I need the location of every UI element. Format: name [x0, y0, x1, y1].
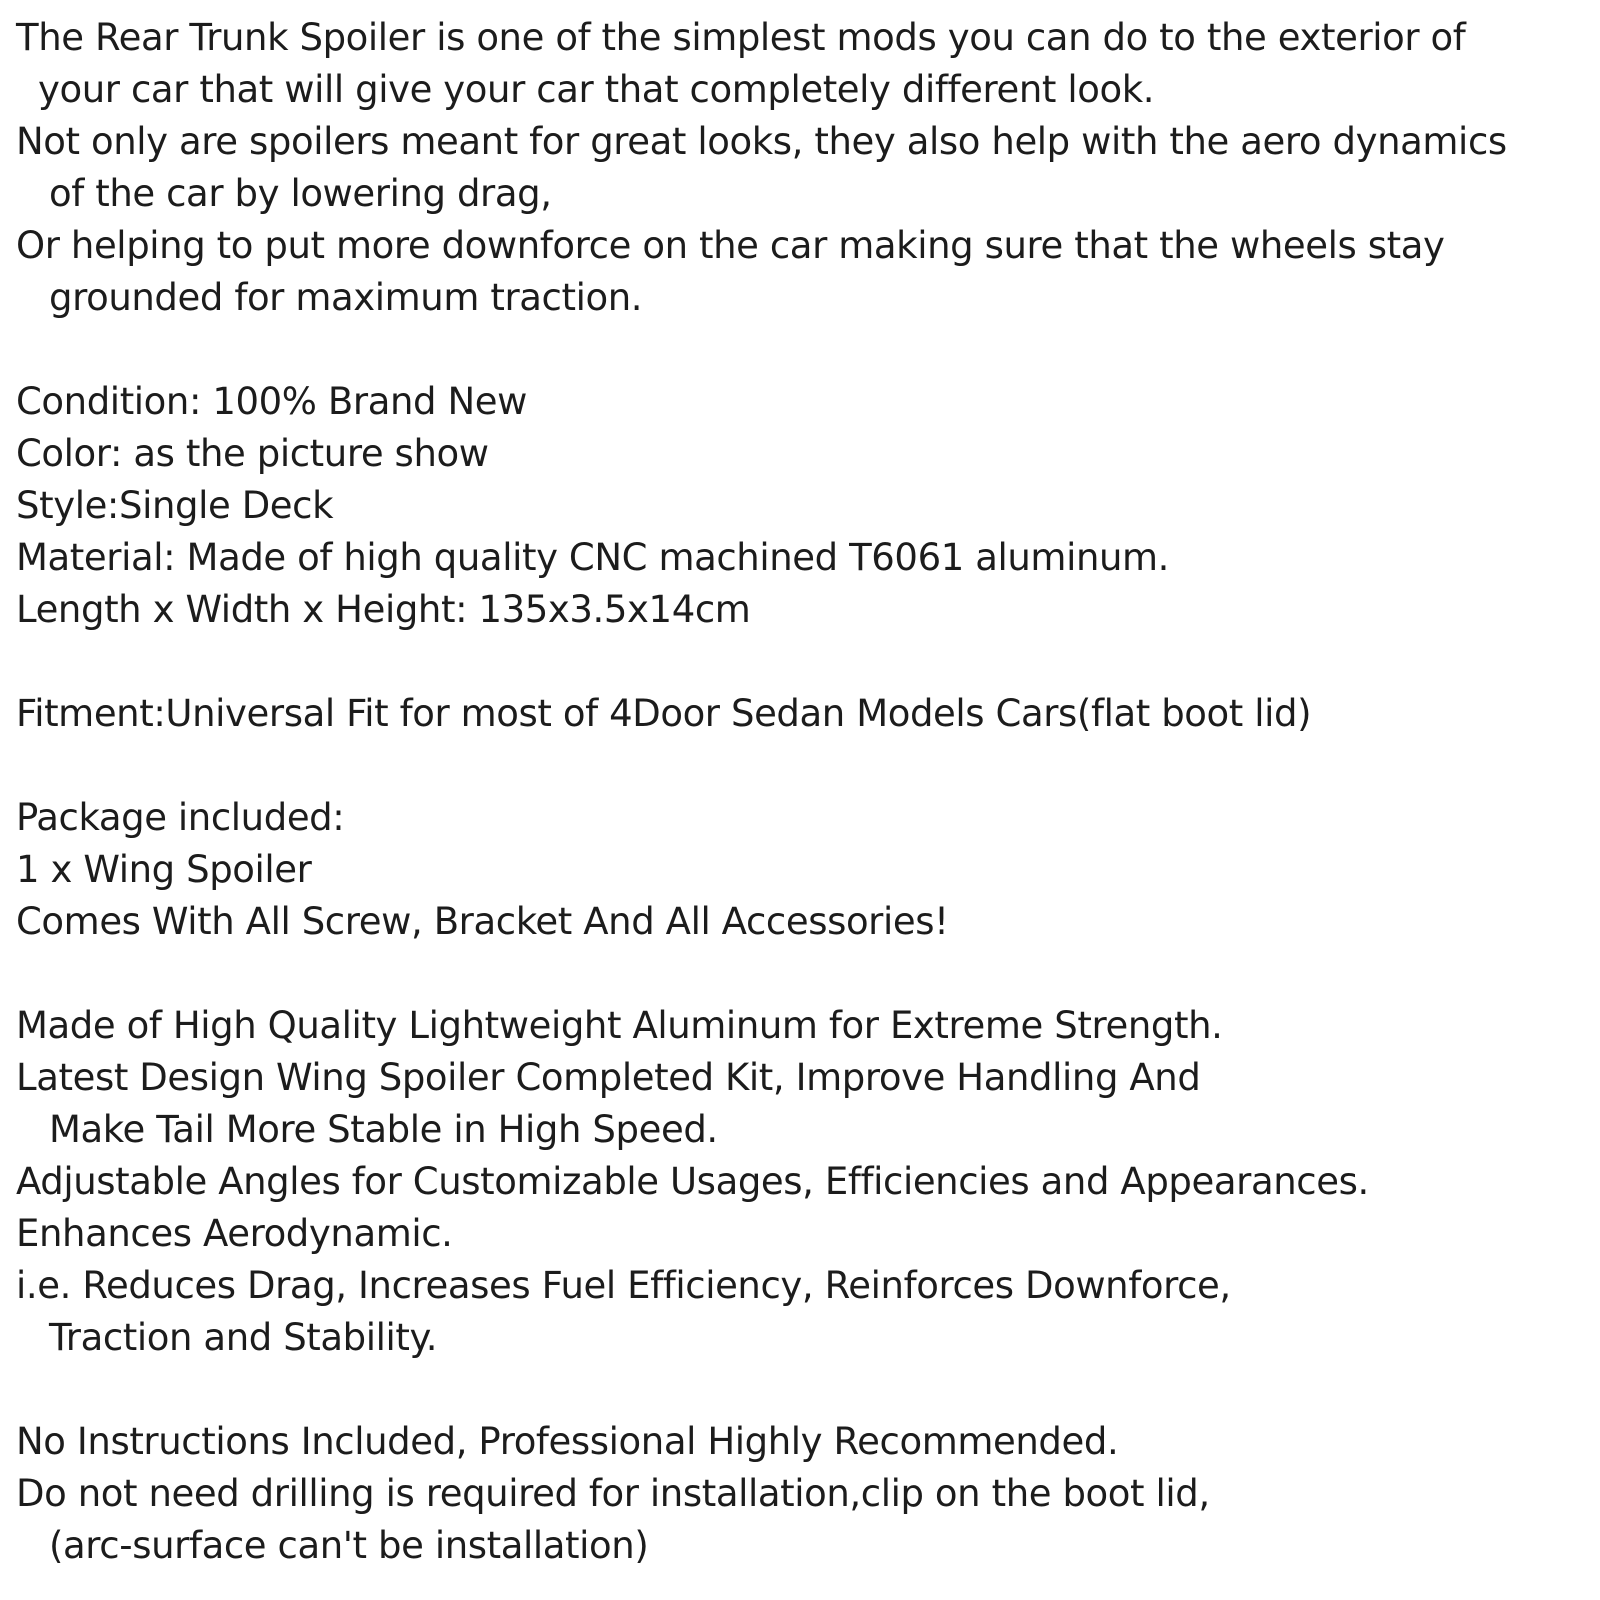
spec-dimensions: Length x Width x Height: 135x3.5x14cm [16, 588, 751, 631]
note-line-3: (arc-surface can't be installation) [49, 1524, 649, 1567]
intro-line-5: Or helping to put more downforce on the car making sure that the wheels stay [16, 224, 1445, 267]
intro-line-2: your car that will give your car that completely different look. [38, 68, 1155, 111]
spec-style: Style:Single Deck [16, 484, 334, 527]
note-line-2: Do not need drilling is required for installation,clip on the boot lid, [16, 1472, 1210, 1515]
fitment-line: Fitment:Universal Fit for most of 4Door Sedan Models Cars(flat boot lid) [16, 692, 1312, 735]
intro-line-1: The Rear Trunk Spoiler is one of the simplest mods you can do to the exterior of [16, 16, 1466, 59]
feature-line-1: Made of High Quality Lightweight Aluminum for Extreme Strength. [16, 1004, 1223, 1047]
package-heading: Package included: [16, 796, 345, 839]
package-item-1: 1 x Wing Spoiler [16, 848, 312, 891]
package-item-2: Comes With All Screw, Bracket And All Accessories! [16, 900, 949, 943]
feature-line-5: Enhances Aerodynamic. [16, 1212, 453, 1255]
intro-line-6: grounded for maximum traction. [49, 276, 643, 319]
spacer [16, 1364, 1586, 1416]
feature-line-4: Adjustable Angles for Customizable Usages, Efficiencies and Appearances. [16, 1160, 1369, 1203]
feature-line-3: Make Tail More Stable in High Speed. [49, 1108, 718, 1151]
intro-line-4: of the car by lowering drag, [49, 172, 552, 215]
spacer [16, 948, 1586, 1000]
spec-color: Color: as the picture show [16, 432, 489, 475]
intro-line-3: Not only are spoilers meant for great looks, they also help with the aero dynamics [16, 120, 1507, 163]
spec-condition: Condition: 100% Brand New [16, 380, 527, 423]
spacer [16, 324, 1586, 376]
spacer [16, 636, 1586, 688]
feature-line-6: i.e. Reduces Drag, Increases Fuel Efficiency, Reinforces Downforce, [16, 1264, 1231, 1307]
feature-line-7: Traction and Stability. [49, 1316, 438, 1359]
feature-line-2: Latest Design Wing Spoiler Completed Kit, Improve Handling And [16, 1056, 1201, 1099]
spec-material: Material: Made of high quality CNC machined T6061 aluminum. [16, 536, 1170, 579]
spacer [16, 740, 1586, 792]
note-line-1: No Instructions Included, Professional Highly Recommended. [16, 1420, 1119, 1463]
